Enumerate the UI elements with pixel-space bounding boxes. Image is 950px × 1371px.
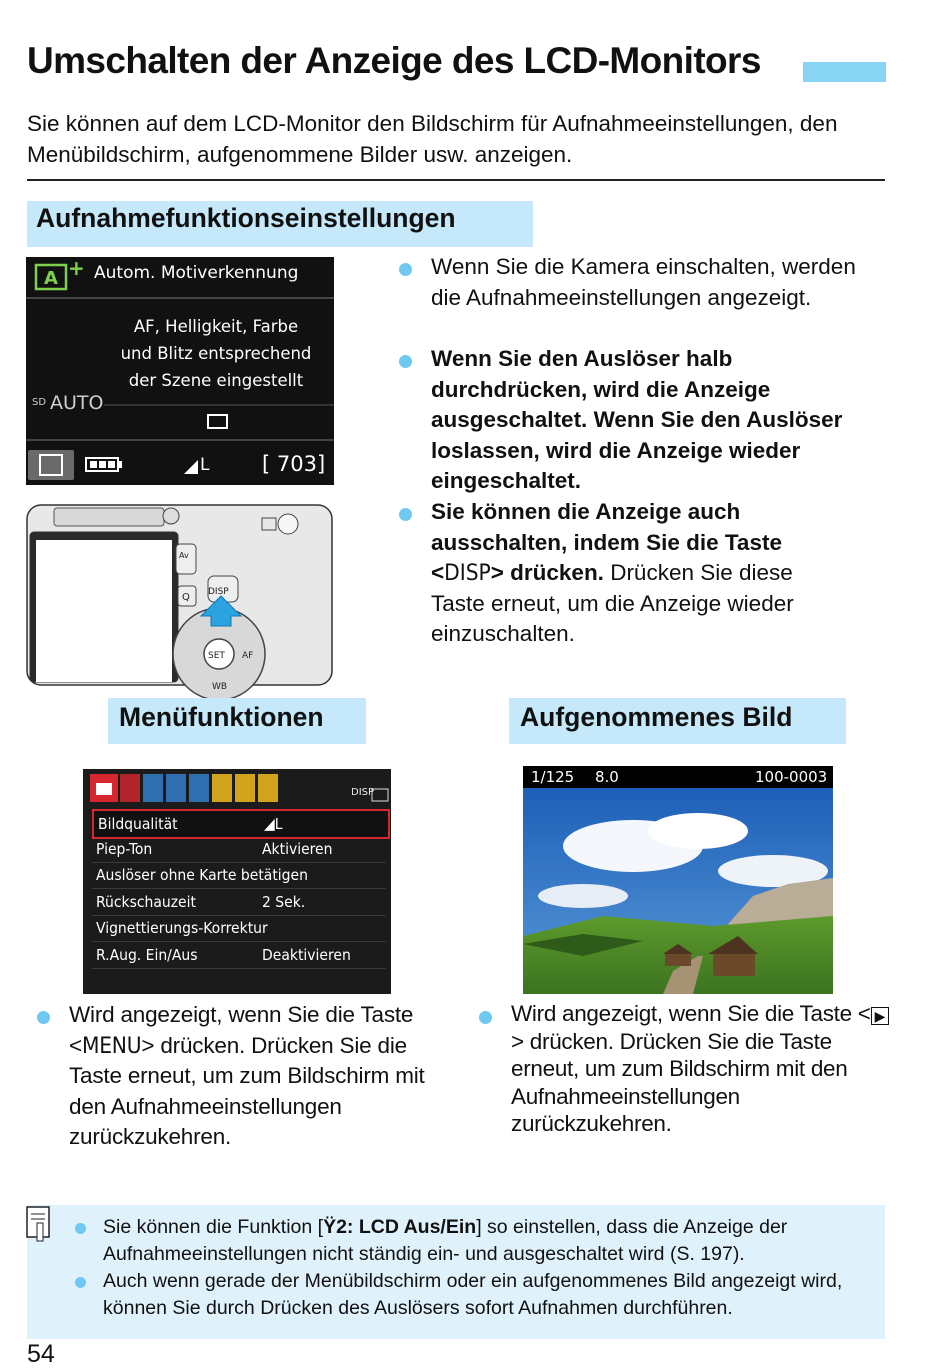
menu-row-value: ◢L bbox=[264, 815, 283, 833]
menu-row[interactable] bbox=[92, 809, 390, 839]
menu-row-label: Vignettierungs-Korrektur bbox=[96, 919, 268, 937]
disp-button-label: DISP bbox=[208, 587, 229, 597]
bullet-dot bbox=[399, 355, 412, 368]
heading-shooting-settings: Aufnahmefunktionseinstellungen bbox=[27, 201, 533, 247]
bullet-dot bbox=[37, 1011, 50, 1024]
file-number: 100-0003 bbox=[755, 768, 828, 786]
quality-label: L bbox=[200, 455, 210, 475]
menu-row[interactable] bbox=[92, 836, 386, 863]
menu-description: Wird angezeigt, wenn Sie die Taste <MENU> drücken. Drücken Sie die Taste erneut, um zum Bildschirm mit den Aufnahmeeinstellungen zurückzukehren. bbox=[69, 1002, 425, 1150]
bullet-dot bbox=[399, 263, 412, 276]
svg-text:WB: WB bbox=[212, 682, 228, 692]
auto-iso: AUTO bbox=[50, 392, 104, 414]
heading-menu-functions: Menüfunktionen bbox=[108, 698, 366, 744]
sd-badge: SD bbox=[32, 397, 47, 408]
lcd-shooting-screen bbox=[26, 257, 334, 485]
shutter-speed: 1/125 bbox=[531, 768, 575, 786]
image-description: Wird angezeigt, wenn Sie die Taste < ▶> drücken. Drücken Sie die Taste erneut, um zum Bildschirm mit den Aufnahmeeinstellungen zurückzukehren. bbox=[511, 1000, 891, 1138]
svg-text:AF: AF bbox=[242, 651, 254, 661]
page-title: Umschalten der Anzeige des LCD-Monitors bbox=[27, 40, 761, 81]
menu-row[interactable] bbox=[92, 915, 386, 942]
landscape-image bbox=[523, 766, 833, 994]
aperture: 8.0 bbox=[595, 768, 619, 786]
menu-row-label: Rückschauzeit bbox=[96, 892, 196, 911]
page-number: 54 bbox=[27, 1340, 55, 1368]
note-box bbox=[27, 1205, 885, 1339]
menu-tabs bbox=[83, 769, 391, 809]
quality-icon bbox=[184, 460, 198, 474]
drive-mode-icon bbox=[208, 415, 227, 428]
svg-text:Av: Av bbox=[179, 551, 189, 560]
heading-captured-image: Aufgenommenes Bild bbox=[509, 698, 846, 744]
shooting-bullet-2: Wenn Sie den Auslöser halb durchdrücken, wird die Anzeige ausgeschaltet. Wenn Sie den Auslöser loslassen, wird die Anzeige wieder eingeschaltet. bbox=[431, 346, 843, 494]
disp-badge: DISP bbox=[351, 787, 375, 798]
shooting-bullet-3: Sie können die Anzeige auch ausschalten, indem Sie die Taste <DISP> drücken. Drücken Sie diese Taste erneut, um die Anzeige wieder einzuschalten. bbox=[431, 499, 794, 647]
disp-key-label: DISP bbox=[444, 560, 491, 587]
bullet-dot bbox=[75, 1277, 86, 1288]
lcd-mode-label: Autom. Motiverkennung bbox=[94, 263, 299, 283]
lcd-description: AF, Helligkeit, Farbe und Blitz entsprechend der Szene eingestellt bbox=[120, 317, 312, 390]
menu-row-value: Deaktivieren bbox=[262, 945, 351, 964]
memo-icon bbox=[25, 1205, 57, 1245]
captured-photo bbox=[523, 766, 833, 994]
menu-screen bbox=[83, 769, 391, 994]
bullet-dot bbox=[479, 1011, 492, 1024]
menu-row-label: Auslöser ohne Karte betätigen bbox=[96, 866, 308, 884]
note-bullet-2: Auch wenn gerade der Menübildschirm oder ein aufgenommenes Bild angezeigt wird, können Sie durch Drücken des Auslösers sofort Aufnahmen durchführen. bbox=[103, 1270, 843, 1319]
menu-row-label: Piep-Ton bbox=[96, 839, 153, 858]
svg-text:A: A bbox=[44, 268, 58, 289]
menu-row[interactable] bbox=[92, 862, 386, 889]
menu-row-label: R.Aug. Ein/Aus bbox=[96, 945, 198, 964]
shooting-bullet-1: Wenn Sie die Kamera einschalten, werden die Aufnahmeeinstellungen angezeigt. bbox=[431, 254, 856, 310]
menu-row[interactable] bbox=[92, 942, 386, 969]
note-bullet-1: Sie können die Funktion [Ÿ2: LCD Aus/Ein] so einstellen, dass die Anzeige der Aufnahmeeinstellungen nicht ständig ein- und ausgeschaltet wird (S. 197). bbox=[103, 1216, 788, 1265]
menu-key-label: MENU bbox=[81, 1032, 142, 1059]
playback-icon: ▶ bbox=[871, 1007, 889, 1025]
menu-row-label: Bildqualität bbox=[98, 815, 178, 833]
svg-text:SET: SET bbox=[208, 651, 225, 661]
divider bbox=[27, 179, 885, 181]
menu-row-value: Aktivieren bbox=[262, 839, 333, 858]
camera-back-illustration bbox=[26, 504, 333, 692]
bullet-dot bbox=[399, 508, 412, 521]
svg-text:Q: Q bbox=[182, 592, 190, 603]
svg-text:+: + bbox=[68, 256, 85, 280]
title-accent-bar bbox=[803, 62, 886, 82]
intro-text: Sie können auf dem LCD-Monitor den Bildschirm für Aufnahmeeinstellungen, den Menübildschirm, aufgenommene Bilder usw. anzeigen. bbox=[27, 111, 838, 167]
bullet-dot bbox=[75, 1223, 86, 1234]
menu-row[interactable] bbox=[92, 889, 386, 916]
menu-row-value: 2 Sek. bbox=[262, 892, 306, 911]
shots-remaining: [ 703] bbox=[262, 452, 326, 476]
